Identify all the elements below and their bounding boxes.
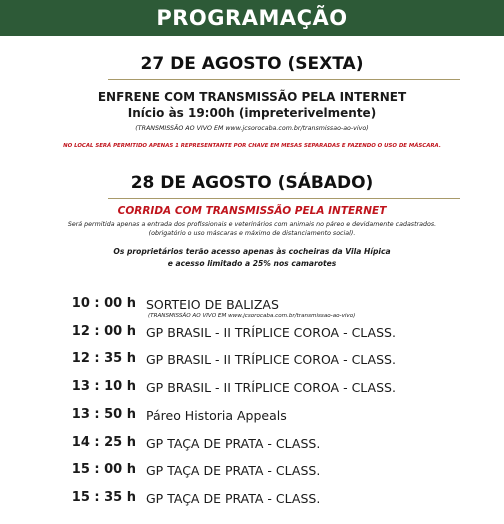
schedule-time: 15 : 00 h [71,462,136,477]
schedule-note: (TRANSMISSÃO AO VIVO EM www.jcsorocaba.com.br/transmissao-ao-vivo) [148,313,356,319]
schedule-row [0,462,504,482]
day1-date-heading: 27 DE AGOSTO (SEXTA) [140,54,364,74]
schedule-row [0,490,504,510]
schedule-time: 13 : 50 h [71,407,136,422]
title-banner [0,0,504,36]
schedule-time: 10 : 00 h [71,296,136,311]
day1-start-time: Início às 19:00h (impreterivelmente) [127,106,377,120]
schedule-row [0,296,504,319]
schedule-event: GP TAÇA DE PRATA - CLASS. [146,463,321,478]
day2-date-heading: 28 DE AGOSTO (SÁBADO) [130,173,374,193]
day1-notice: NO LOCAL SERÁ PERMITIDO APENAS 1 REPRESENTANTE POR CHAVE EM MESAS SEPARADAS E FAZENDO O USO DE MÁSCARA. [63,143,441,149]
schedule-time: 12 : 00 h [71,324,136,339]
day2-info-line-2: (obrigatório o uso máscaras e máximo de distanciamento social). [148,230,356,237]
schedule-row [0,379,504,399]
day2-event-title: CORRIDA COM TRANSMISSÃO PELA INTERNET [117,205,387,217]
schedule-row [0,351,504,371]
day1-event-title: ENFRENE COM TRANSMISSÃO PELA INTERNET [97,90,407,104]
schedule-event: GP BRASIL - II TRÍPLICE COROA - CLASS. [146,380,396,395]
schedule-row [0,435,504,455]
day2-owners-line-2: e acesso limitado a 25% nos camarotes [167,259,337,268]
day1-broadcast-info: (TRANSMISSÃO AO VIVO EM www.jcsorocaba.com.br/transmissao-ao-vivo) [135,125,369,132]
schedule-time: 15 : 35 h [71,490,136,505]
schedule-event: SORTEIO DE BALIZAS [146,297,279,312]
schedule-event: GP BRASIL - II TRÍPLICE COROA - CLASS. [146,352,396,367]
schedule-event: GP TAÇA DE PRATA - CLASS. [146,491,321,506]
schedule-row [0,407,504,427]
schedule-event: GP TAÇA DE PRATA - CLASS. [146,436,321,451]
day2-owners-line-1: Os proprietários terão acesso apenas às cocheiras da Vila Hípica [113,247,391,256]
schedule-time: 12 : 35 h [71,351,136,366]
schedule-row [0,324,504,344]
schedule-event: GP BRASIL - II TRÍPLICE COROA - CLASS. [146,325,396,340]
divider [108,198,460,199]
schedule-event: Páreo Historia Appeals [146,408,287,423]
schedule-time: 13 : 10 h [71,379,136,394]
divider [108,79,460,80]
page-title: PROGRAMAÇÃO [156,6,348,30]
schedule-time: 14 : 25 h [71,435,136,450]
day2-info-line-1: Será permitida apenas a entrada dos profissionais e veterinários com animais no páreo e devidamente cadastrados. [67,221,437,228]
